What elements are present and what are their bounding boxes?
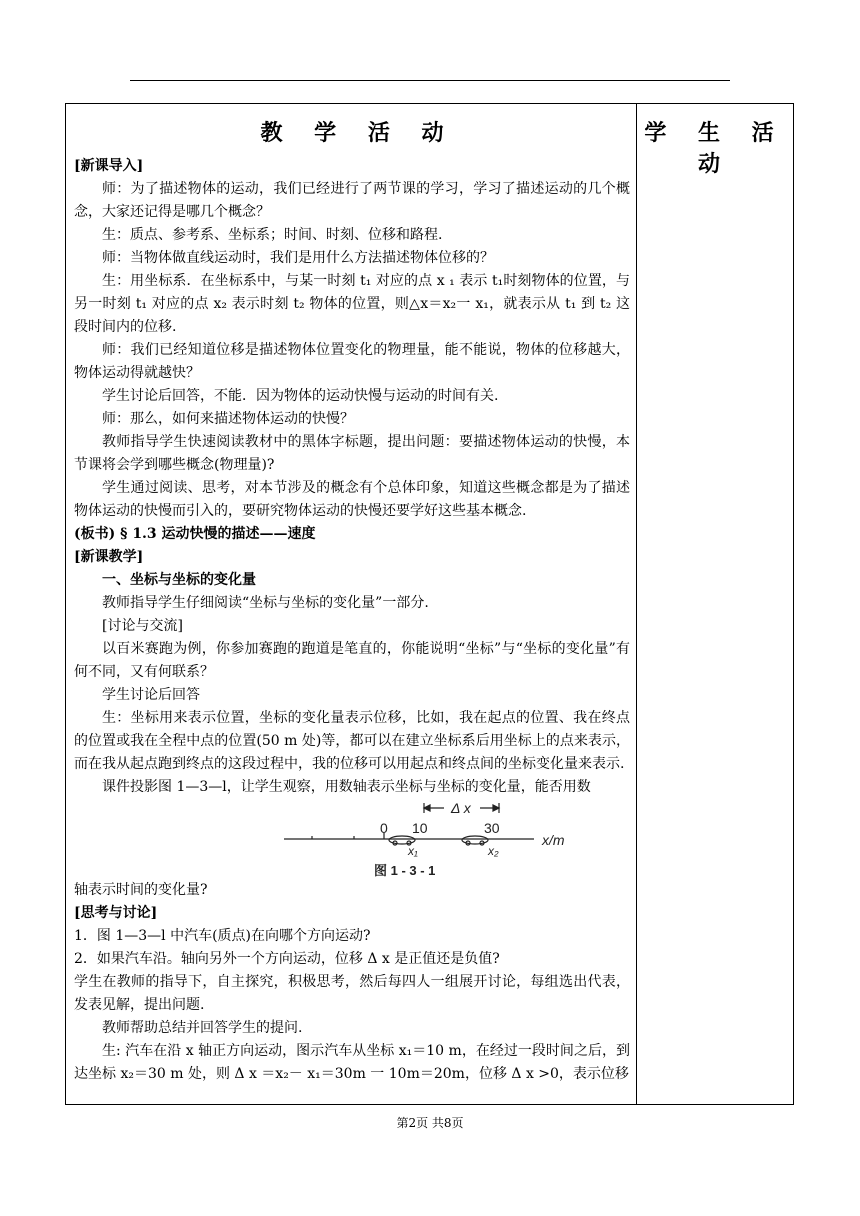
paragraph: 教师帮助总结并回答学生的提问. xyxy=(102,1020,303,1036)
student-activity-header: 学 生 活 动 xyxy=(644,121,786,177)
lesson-table xyxy=(65,103,794,1105)
teacher-activity-column xyxy=(74,104,630,1086)
student-activity-column xyxy=(637,104,793,186)
header-rule xyxy=(130,80,730,81)
figure-caption: 图 1 - 3 - 1 xyxy=(374,863,436,878)
paragraph: 以百米赛跑为例，你参加赛跑的跑道是笔直的，你能说明“坐标”与“坐标的变化量”有何不同，又有何联系？ xyxy=(74,641,630,680)
paragraph: 学生在教师的指导下，自主探究，积极思考，然后每四人一组展开讨论，每组选出代表，发表见解，提出问题. xyxy=(74,974,630,1013)
paragraph: 生：用坐标系．在坐标系中，与某一时刻 t₁ 对应的点 x ₁ 表示 t₁时刻物体的位置，与另一时刻 t₁ 对应的点 x₂ 表示时刻 t₂ 物体的位置，则△x＝x₂一 x₁，就表示从 t₁ 到 t₂ 这段时间内的位移. xyxy=(74,273,630,335)
column-divider xyxy=(636,104,637,1104)
paragraph: [讨论与交流] xyxy=(102,618,183,634)
number-line-diagram xyxy=(284,799,624,879)
section-head-discussion: [思考与讨论] xyxy=(74,905,158,921)
label-x1: x₁ xyxy=(408,844,418,858)
label-delta-x: Δ x xyxy=(451,800,471,816)
section-head-intro: [新课导入] xyxy=(74,158,144,174)
section-head-teaching: [新课教学] xyxy=(74,549,144,565)
label-ten: 10 xyxy=(412,820,428,836)
paragraph: 师：当物体做直线运动时，我们是用什么方法描述物体位移的？ xyxy=(102,250,494,266)
axis-label: x/m xyxy=(542,832,565,848)
paragraph: 师：为了描述物体的运动，我们已经进行了两节课的学习，学习了描述运动的几个概念，大家还记得是哪几个概念？ xyxy=(74,181,630,220)
figure-1-3-1 xyxy=(74,799,630,879)
label-x2: x₂ xyxy=(488,844,499,858)
paragraph: 教师指导学生仔细阅读“坐标与坐标的变化量”一部分. xyxy=(102,595,429,611)
paragraph: 生：坐标用来表示位置，坐标的变化量表示位移，比如，我在起点的位置、我在终点的位置或我在全程中点的位置(50 m 处)等，都可以在建立坐标系后用坐标上的点来表示，而在我从起点跑到终点的这段过程中，我的位移可以用起点和终点间的坐标变化量来表示. xyxy=(74,710,630,772)
page-footer: 第2页 共8页 xyxy=(396,1116,464,1130)
paragraph: 师：我们已经知道位移是描述物体位置变化的物理量，能不能说，物体的位移越大，物体运动得就越快？ xyxy=(74,342,630,381)
board-title: (板书) § 1.3 运动快慢的描述——速度 xyxy=(74,526,316,542)
paragraph: 生: 汽车在沿 x 轴正方向运动，图示汽车从坐标 x₁＝10 m，在经过一段时间之后，到达坐标 x₂＝30 m 处，则 Δ x ＝x₂－ x₁＝30m 一 10m＝20m，位移 Δ x >0，表示位移 xyxy=(74,1043,630,1082)
subsection-title: 一、坐标与坐标的变化量 xyxy=(102,572,256,588)
label-thirty: 30 xyxy=(484,820,500,836)
question-1: 1．图 1—3—l 中汽车(质点)在向哪个方向运动? xyxy=(74,928,371,944)
paragraph: 师：那么，如何来描述物体运动的快慢？ xyxy=(102,411,354,427)
paragraph: 课件投影图 1—3—l，让学生观察，用数轴表示坐标与坐标的变化量，能否用数 xyxy=(102,779,591,795)
paragraph: 学生讨论后回答 xyxy=(102,687,200,703)
teacher-activity-header: 教 学 活 动 xyxy=(260,121,456,146)
arrowhead-icon xyxy=(493,805,499,811)
label-zero: 0 xyxy=(380,820,388,836)
paragraph: 轴表示时间的变化量? xyxy=(74,882,208,898)
paragraph: 教师指导学生快速阅读教材中的黑体字标题，提出问题：要描述物体运动的快慢，本节课将会学到哪些概念(物理量)? xyxy=(74,434,630,473)
paragraph: 生：质点、参考系、坐标系；时间、时刻、位移和路程. xyxy=(102,227,443,243)
question-2: 2．如果汽车沿。轴向另外一个方向运动，位移 Δ x 是正值还是负值? xyxy=(74,951,500,967)
paragraph: 学生讨论后回答，不能．因为物体的运动快慢与运动的时间有关. xyxy=(102,388,499,404)
arrowhead-icon xyxy=(424,805,430,811)
paragraph: 学生通过阅读、思考，对本节涉及的概念有个总体印象，知道这些概念都是为了描述物体运动的快慢而引入的，要研究物体运动的快慢还要学好这些基本概念. xyxy=(74,480,630,519)
